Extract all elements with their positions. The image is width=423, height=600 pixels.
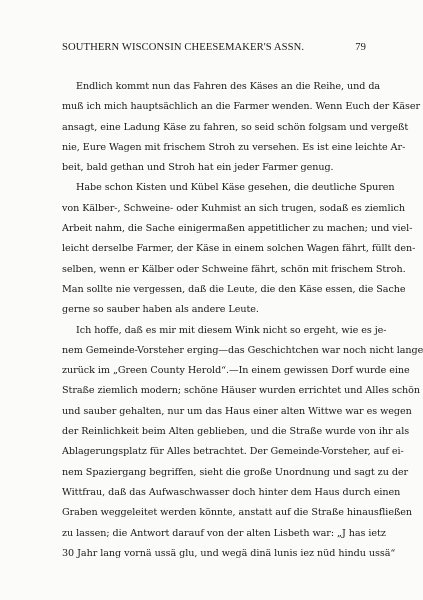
- text-line: der Reinlichkeit beim Alten geblieben, und die Straße wurde von ihr als: [62, 426, 410, 438]
- text-line: zurück im „Green County Herold“.—In einem gewissen Dorf wurde eine: [62, 365, 410, 377]
- paragraph: [62, 321, 423, 565]
- text-line: Arbeit nahm, die Sache einigermaßen appetitlicher zu machen; und viel-: [62, 223, 413, 235]
- running-header: [62, 42, 366, 56]
- page-number: 79: [355, 42, 366, 53]
- running-header-title: SOUTHERN WISCONSIN CHEESEMAKER'S ASSN.: [62, 42, 305, 53]
- text-line: Straße ziemlich modern; schöne Häuser wurden errichtet und Alles schön: [62, 385, 421, 397]
- text-line: selben, wenn er Kälber oder Schweine fährt, schön mit frischem Stroh.: [62, 263, 406, 275]
- text-line: leicht derselbe Farmer, der Käse in einem solchen Wagen fährt, füllt den-: [62, 243, 416, 255]
- text-line: Endlich kommt nun das Fahren des Käses an die Reihe, und da: [76, 81, 381, 92]
- text-line: nem Gemeinde-Vorsteher erging—das Geschichtchen war noch nicht lange: [62, 344, 423, 356]
- text-line: Ich hoffe, daß es mir mit diesem Wink nicht so ergeht, wie es je-: [76, 324, 387, 336]
- text-line: Ablagerungsplatz für Alles betrachtet. Der Gemeinde-Vorsteher, auf ei-: [62, 446, 404, 458]
- text-line: ansagt, eine Ladung Käse zu fahren, so seid schön folgsam und vergeßt: [62, 121, 409, 133]
- text-line: Man sollte nie vergessen, daß die Leute, die den Käse essen, die Sache: [62, 283, 406, 295]
- text-line: Habe schon Kisten und Kübel Käse gesehen, die deutliche Spuren: [76, 182, 395, 194]
- text-line: Graben weggeleitet werden könnte, anstatt auf die Straße hinausfließen: [62, 507, 413, 519]
- paragraph: [62, 178, 416, 320]
- text-line: nie, Eure Wagen mit frischem Stroh zu versehen. Es ist eine leichte Ar-: [62, 141, 406, 153]
- text-line: zu lassen; die Antwort darauf von der alten Lisbeth war: „J has ietz: [62, 527, 386, 539]
- text-line: nem Spaziergang begriffen, sieht die große Unordnung und sagt zu der: [62, 466, 409, 478]
- paragraph: [62, 77, 421, 178]
- text-line: gerne so sauber haben als andere Leute.: [62, 304, 259, 316]
- text-line: 30 Jahr lang vornä ussä glu, und wegä dinä lunis iez nüd hindu ussä“: [62, 547, 396, 559]
- text-line: muß ich mich hauptsächlich an die Farmer wenden. Wenn Euch der Käser: [62, 101, 421, 113]
- text-line: von Kälber-, Schweine- oder Kuhmist an sich trugen, sodaß es ziemlich: [62, 202, 405, 214]
- text-line: Wittfrau, daß das Aufwaschwasser doch hinter dem Haus durch einen: [62, 486, 401, 498]
- text-line: und sauber gehalten, nur um das Haus einer alten Wittwe war es wegen: [62, 405, 412, 417]
- text-line: beit, bald gethan und Stroh hat ein jeder Farmer genug.: [62, 162, 334, 174]
- body-text: [62, 77, 423, 564]
